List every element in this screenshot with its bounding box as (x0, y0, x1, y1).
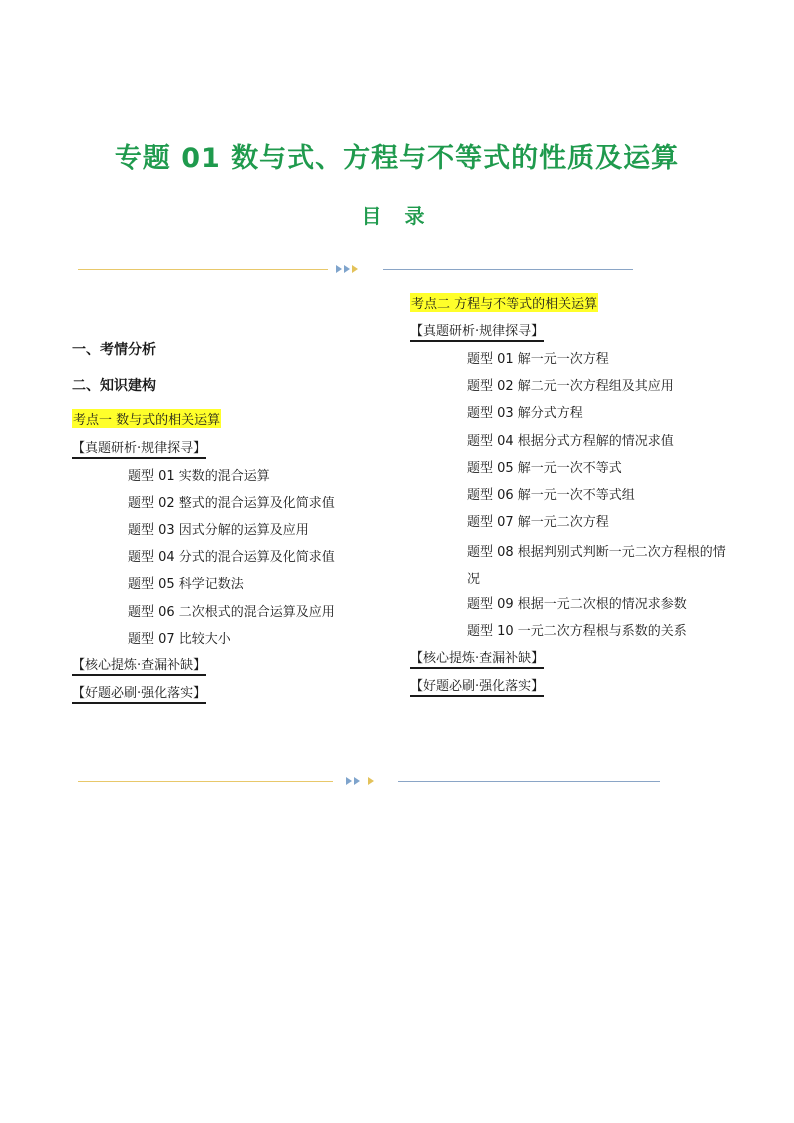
toc-item[interactable]: 题型 03 解分式方程 (467, 406, 583, 421)
bracket-haoti-1[interactable]: 【好题必刷·强化落实】 (72, 682, 206, 704)
toc-item[interactable]: 题型 05 科学记数法 (128, 577, 244, 592)
toc-item[interactable]: 题型 04 根据分式方程解的情况求值 (467, 434, 674, 449)
toc-item[interactable]: 题型 02 整式的混合运算及化简求值 (128, 496, 335, 511)
toc-item[interactable]: 题型 07 解一元二次方程 (467, 515, 609, 530)
bracket-hexin-2[interactable]: 【核心提炼·查漏补缺】 (410, 647, 544, 669)
topic-1[interactable]: 考点一 数与式的相关运算 (72, 409, 221, 428)
divider-top (78, 265, 638, 275)
arrow-icon (368, 777, 374, 785)
bracket-zhenti-2[interactable]: 【真题研析·规律探寻】 (410, 320, 544, 342)
topic-2[interactable]: 考点二 方程与不等式的相关运算 (410, 293, 598, 312)
toc-item[interactable]: 题型 09 根据一元二次根的情况求参数 (467, 597, 687, 612)
toc-item[interactable]: 题型 04 分式的混合运算及化简求值 (128, 550, 335, 565)
toc-item[interactable]: 题型 06 解一元一次不等式组 (467, 488, 635, 503)
toc-item[interactable]: 题型 01 实数的混合运算 (128, 469, 270, 484)
section-exam-analysis[interactable]: 一、考情分析 (72, 342, 156, 358)
toc-item[interactable]: 题型 08 根据判别式判断一元二次方程根的情况 (467, 545, 726, 587)
page-title: 专题 01 数与式、方程与不等式的性质及运算 (114, 143, 680, 174)
bracket-zhenti-1[interactable]: 【真题研析·规律探寻】 (72, 437, 206, 459)
toc-item[interactable]: 题型 01 解一元一次方程 (467, 352, 609, 367)
toc-item[interactable]: 题型 05 解一元一次不等式 (467, 461, 622, 476)
toc-item[interactable]: 题型 02 解二元一次方程组及其应用 (467, 379, 674, 394)
divider-bottom (78, 777, 663, 787)
arrow-icon (336, 265, 342, 273)
bracket-hexin-1[interactable]: 【核心提炼·查漏补缺】 (72, 654, 206, 676)
bracket-haoti-2[interactable]: 【好题必刷·强化落实】 (410, 675, 544, 697)
arrow-icon (354, 777, 360, 785)
section-knowledge-structure[interactable]: 二、知识建构 (72, 378, 156, 394)
toc-item[interactable]: 题型 06 二次根式的混合运算及应用 (128, 605, 335, 620)
toc-item[interactable]: 题型 10 一元二次方程根与系数的关系 (467, 624, 687, 639)
toc-item[interactable]: 题型 03 因式分解的运算及应用 (128, 523, 309, 538)
arrow-icon (352, 265, 358, 273)
arrow-icon (344, 265, 350, 273)
toc-item[interactable]: 题型 07 比较大小 (128, 632, 231, 647)
toc-heading: 目 录 (361, 204, 433, 228)
arrow-icon (346, 777, 352, 785)
